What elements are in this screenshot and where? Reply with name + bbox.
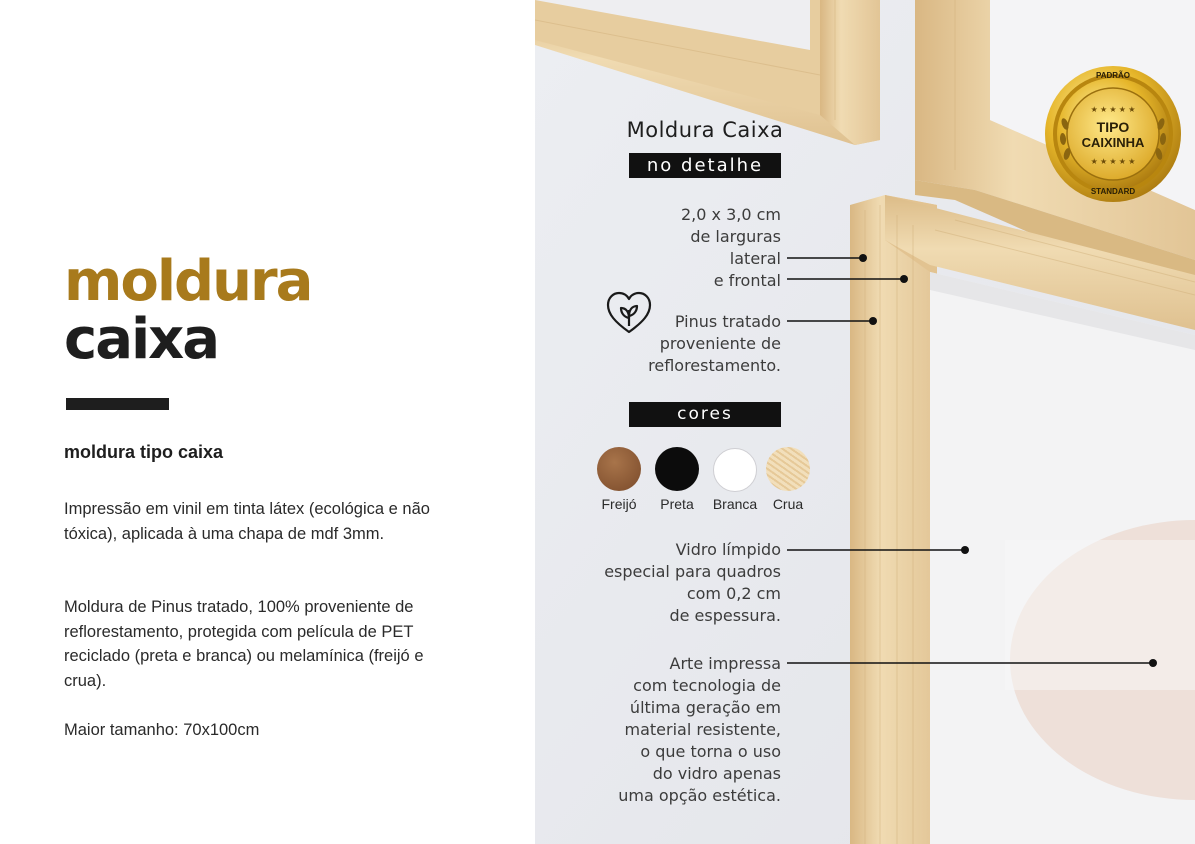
art-line: do vidro apenas: [652, 764, 781, 783]
swatch-freijo: [597, 447, 641, 491]
dimension-line: lateral: [729, 249, 781, 268]
paragraph-frame: Moldura de Pinus tratado, 100% proveniente de reflorestamento, protegida com película de PET reciclado (preta e branca) ou melamínica (freijó e crua).: [64, 598, 424, 690]
dimension-line: e frontal: [713, 271, 781, 290]
glass-line: de espessura.: [669, 606, 781, 625]
pinus-line: Pinus tratado: [674, 312, 781, 331]
swatch-branca: [713, 448, 757, 492]
badge-bottom-text: STANDARD: [1090, 187, 1136, 196]
badge-top-text: PADRÃO: [1095, 71, 1131, 80]
art-line: última geração em: [629, 698, 781, 717]
svg-text:★ ★ ★ ★ ★: ★ ★ ★ ★ ★: [1090, 105, 1136, 114]
swatch-label-crua: Crua: [772, 496, 804, 512]
art-line: material resistente,: [624, 720, 781, 739]
art-text: [618, 653, 781, 807]
left-panel: [0, 0, 535, 844]
art-line: o que torna o uso: [640, 742, 781, 761]
pinus-line: reflorestamento.: [648, 356, 781, 375]
glass-line: com 0,2 cm: [686, 584, 781, 603]
art-line: uma opção estética.: [618, 786, 781, 805]
glass-line: Vidro límpido: [675, 540, 781, 559]
art-line: com tecnologia de: [633, 676, 781, 695]
swatch-label-freijo: Freijó: [601, 496, 637, 512]
glass-line: especial para quadros: [604, 562, 781, 581]
pinus-line: proveniente de: [659, 334, 781, 353]
art-line: Arte impressa: [669, 654, 781, 673]
glass-text: [604, 539, 781, 627]
heading-moldura-caixa: Moldura Caixa: [626, 118, 784, 142]
dimension-line: 2,0 x 3,0 cm: [681, 205, 781, 224]
subtitle: moldura tipo caixa: [64, 442, 224, 462]
paragraph-print: Impressão em vinil em tinta látex (ecológica e não tóxica), aplicada à uma chapa de mdf 3mm.: [64, 500, 430, 543]
swatch-label-branca: Branca: [712, 496, 758, 512]
title-underline: [66, 398, 169, 410]
swatch-preta: [655, 447, 699, 491]
title-moldura: moldura: [64, 249, 312, 314]
pinus-text: [648, 311, 781, 377]
colors-label: cores: [629, 402, 781, 427]
dimension-line: de larguras: [690, 227, 781, 246]
badge-line1: TIPO: [1096, 119, 1130, 135]
title-caixa: caixa: [64, 307, 219, 372]
swatch-label-preta: Preta: [660, 496, 694, 512]
heading-tag-no-detalhe: no detalhe: [629, 153, 781, 178]
paragraph-max-size: Maior tamanho: 70x100cm: [64, 721, 260, 739]
badge-line2: CAIXINHA: [1081, 135, 1145, 150]
product-photo-panel: [535, 0, 1195, 844]
standard-seal-badge: [1043, 64, 1183, 204]
svg-text:★ ★ ★ ★ ★: ★ ★ ★ ★ ★: [1090, 157, 1136, 166]
swatch-crua: [766, 447, 810, 491]
dimension-text: [681, 204, 781, 292]
